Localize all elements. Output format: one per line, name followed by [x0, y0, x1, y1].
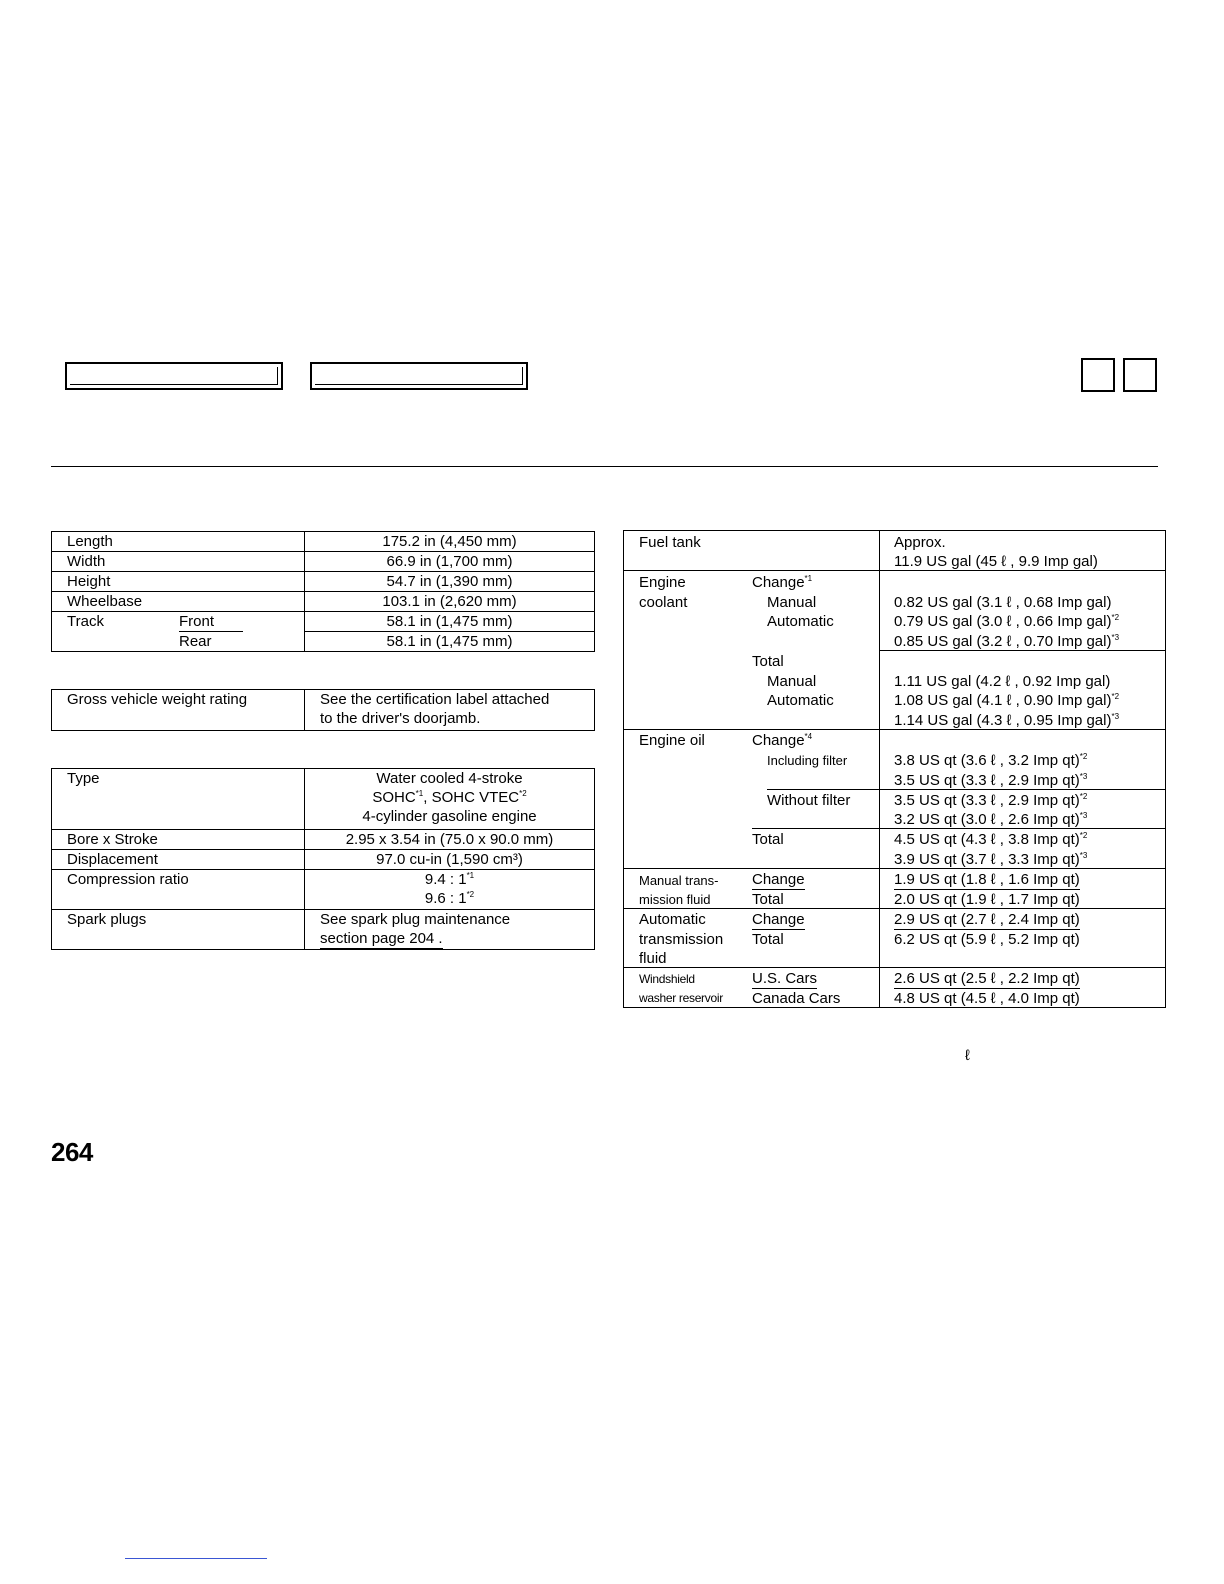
coolant-change-auto2-value: 0.85 US gal (3.2 ℓ , 0.70 Imp gal)$^{*3}$	[894, 633, 1120, 650]
coolant-total-auto2-value: 1.14 US gal (4.3 ℓ , 0.95 Imp gal)$^{*3}$	[894, 712, 1120, 729]
track-label: Track	[67, 613, 104, 630]
coolant-change-label: Change$^{*1}$	[752, 574, 813, 591]
dim-value: 103.1 in (2,620 mm)	[305, 592, 595, 612]
gvwr-value-line2: to the driver's doorjamb.	[320, 710, 481, 727]
type-line2: SOHC$^{*1}$, SOHC VTEC$^{*2}$	[372, 789, 527, 806]
at-label-1: Automatic	[639, 911, 706, 928]
disp-label: Displacement	[52, 850, 305, 870]
footer-link[interactable]	[125, 1558, 267, 1559]
track-front-label: Front	[179, 613, 243, 632]
dim-value: 54.7 in (1,390 mm)	[305, 572, 595, 592]
coolant-total-auto1-value: 1.08 US gal (4.1 ℓ , 0.90 Imp gal)$^{*2}$	[894, 692, 1120, 709]
coolant-change-auto1-value: 0.79 US gal (3.0 ℓ , 0.66 Imp gal)$^{*2}$	[894, 613, 1120, 630]
gvwr-value-line1: See the certification label attached	[320, 691, 550, 708]
oil-change-label: Change$^{*4}$	[752, 732, 813, 749]
table-row	[52, 910, 595, 950]
oil-total2-value: 3.9 US qt (3.7 ℓ , 3.3 Imp qt)$^{*3}$	[894, 851, 1088, 868]
mt-change-label: Change	[752, 871, 805, 888]
table-row	[52, 552, 595, 572]
oil-without2-value: 3.2 US qt (3.0 ℓ , 2.6 Imp qt)$^{*3}$	[894, 811, 1088, 828]
at-change-value: 2.9 US qt (2.7 ℓ , 2.4 Imp qt)	[894, 911, 1080, 928]
mt-total-value: 2.0 US qt (1.9 ℓ , 1.7 Imp qt)	[894, 891, 1080, 908]
liter-symbol: ℓ	[965, 1047, 970, 1064]
at-total-value: 6.2 US qt (5.9 ℓ , 5.2 Imp qt)	[894, 931, 1080, 948]
mt-total-label: Total	[752, 891, 784, 908]
mt-change-value: 1.9 US qt (1.8 ℓ , 1.6 Imp qt)	[894, 871, 1080, 888]
comp-label: Compression ratio	[52, 870, 305, 910]
dim-label: Wheelbase	[52, 592, 305, 612]
page-number: 264	[51, 1137, 93, 1167]
coolant-manual-label: Manual	[767, 594, 817, 611]
table-row	[52, 690, 595, 731]
table-row	[52, 572, 595, 592]
mt-label-2: mission fluid	[639, 892, 711, 907]
oil-incl2-value: 3.5 US qt (3.3 ℓ , 2.9 Imp qt)$^{*3}$	[894, 772, 1088, 789]
type-label: Type	[52, 769, 305, 830]
gvwr-value	[305, 690, 595, 731]
dim-value: 175.2 in (4,450 mm)	[305, 532, 595, 552]
type-line3: 4-cylinder gasoline engine	[362, 808, 537, 825]
coolant-total-manual-label: Manual	[767, 673, 817, 690]
at-label-2: transmission	[639, 931, 724, 948]
disp-value: 97.0 cu-in (1,590 cm³)	[305, 850, 595, 870]
coolant-total-manual-value: 1.11 US gal (4.2 ℓ , 0.92 Imp gal)	[894, 673, 1111, 690]
oil-without1-value: 3.5 US qt (3.3 ℓ , 2.9 Imp qt)$^{*2}$	[894, 792, 1088, 809]
coolant-label-2: coolant	[639, 594, 688, 611]
track-values	[305, 612, 595, 652]
oil-without-filter-label: Without filter	[767, 792, 851, 809]
type-value	[305, 769, 595, 830]
dimensions-table	[51, 531, 595, 652]
header-rule	[51, 466, 1158, 467]
coolant-label-1: Engine	[639, 574, 686, 591]
capacities-table	[623, 530, 1166, 1008]
table-row	[52, 592, 595, 612]
dim-value: 66.9 in (1,700 mm)	[305, 552, 595, 572]
table-row	[52, 850, 595, 870]
track-front-value: 58.1 in (1,475 mm)	[305, 612, 594, 632]
dim-label: Width	[52, 552, 305, 572]
spark-line1: See spark plug maintenance	[320, 911, 511, 928]
ws-label-1: Windshield	[639, 972, 695, 986]
nav-next-button[interactable]	[310, 362, 528, 390]
bore-label: Bore x Stroke	[52, 830, 305, 850]
table-row	[52, 769, 595, 830]
nav-square-button-left[interactable]	[1081, 358, 1115, 392]
table-row	[52, 612, 595, 652]
engine-table	[51, 768, 595, 950]
ws-ca-label: Canada Cars	[752, 990, 841, 1007]
spark-label: Spark plugs	[52, 910, 305, 950]
dim-label: Height	[52, 572, 305, 592]
type-line1: Water cooled 4-stroke	[376, 770, 523, 787]
oil-label: Engine oil	[639, 732, 705, 749]
table-row	[52, 870, 595, 910]
nav-square-button-right[interactable]	[1123, 358, 1157, 392]
table-row	[52, 532, 595, 552]
fuel-line2: 11.9 US gal (45 ℓ , 9.9 Imp gal)	[894, 553, 1098, 570]
weight-table	[51, 689, 595, 731]
at-label-3: fluid	[639, 950, 667, 967]
coolant-change-manual-value: 0.82 US gal (3.1 ℓ , 0.68 Imp gal)	[894, 594, 1112, 611]
oil-incl1-value: 3.8 US qt (3.6 ℓ , 3.2 Imp qt)$^{*2}$	[894, 752, 1088, 769]
comp-value: 9.4 : 1$^{*1}$ 9.6 : 1$^{*2}$	[305, 870, 595, 910]
dim-label: Length	[52, 532, 305, 552]
bore-value: 2.95 x 3.54 in (75.0 x 90.0 mm)	[305, 830, 595, 850]
coolant-auto-label: Automatic	[767, 613, 834, 630]
ws-us-value: 2.6 US qt (2.5 ℓ , 2.2 Imp qt)	[894, 970, 1080, 987]
coolant-total-label: Total	[752, 653, 784, 670]
spark-line2: section page 204 .	[320, 930, 443, 947]
nav-prev-button[interactable]	[65, 362, 283, 390]
ws-ca-value: 4.8 US qt (4.5 ℓ , 4.0 Imp qt)	[894, 990, 1080, 1007]
oil-total1-value: 4.5 US qt (4.3 ℓ , 3.8 Imp qt)$^{*2}$	[894, 831, 1088, 848]
coolant-total-auto-label: Automatic	[767, 692, 834, 709]
spark-value	[305, 910, 595, 950]
fuel-label: Fuel tank	[639, 534, 701, 551]
table-row	[52, 830, 595, 850]
at-total-label: Total	[752, 931, 784, 948]
fuel-line1: Approx.	[894, 534, 946, 551]
mt-label-1: Manual trans-	[639, 873, 719, 888]
oil-incl-filter-label: Including filter	[767, 753, 848, 768]
track-rear-value: 58.1 in (1,475 mm)	[386, 633, 513, 650]
gvwr-label: Gross vehicle weight rating	[52, 690, 305, 731]
ws-label-2: washer reservoir	[639, 991, 723, 1005]
at-change-label: Change	[752, 911, 805, 928]
ws-us-label: U.S. Cars	[752, 970, 818, 987]
oil-total-label: Total	[752, 831, 784, 848]
track-cell	[52, 612, 305, 652]
track-rear-label: Rear	[179, 633, 212, 650]
